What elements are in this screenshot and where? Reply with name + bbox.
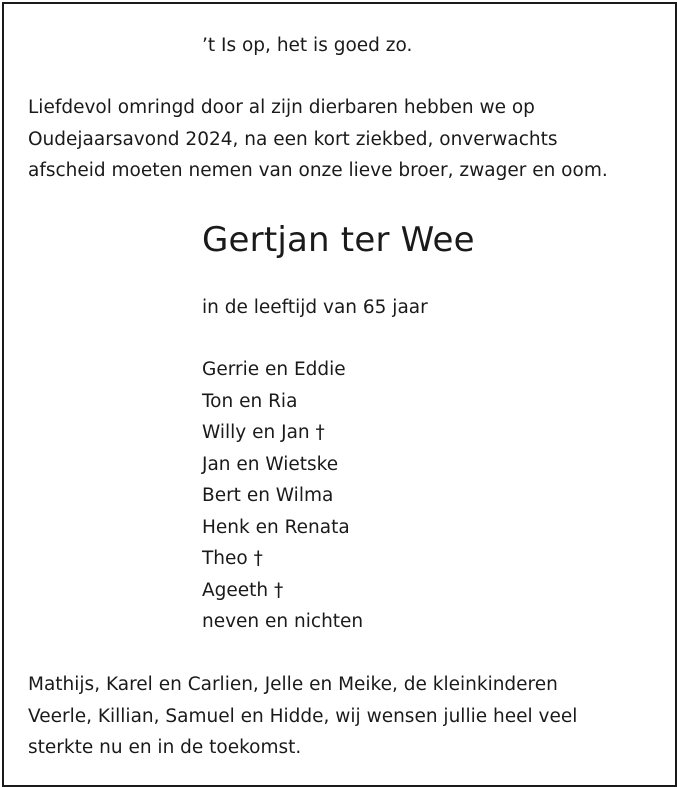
family-member: Willy en Jan †: [202, 422, 325, 443]
family-member: Jan en Wietske: [202, 453, 339, 475]
motto-text: ’t Is op, het is goed zo.: [202, 35, 413, 56]
family-member: Ageeth †: [202, 579, 284, 601]
family-list: [202, 354, 363, 638]
closing-line: Veerle, Killian, Samuel en Hidde, wij wensen jullie heel veel: [28, 705, 578, 727]
family-member: Bert en Wilma: [202, 485, 334, 506]
family-member: Theo †: [202, 548, 263, 569]
deceased-name: Gertjan ter Wee: [202, 220, 475, 260]
intro-line: afscheid moeten nemen van onze lieve broer, zwager en oom.: [28, 160, 608, 181]
family-member: Ton en Ria: [202, 390, 298, 412]
closing-line: Mathijs, Karel en Carlien, Jelle en Meike, de kleinkinderen: [28, 674, 558, 695]
family-member: Gerrie en Eddie: [202, 359, 346, 380]
closing-paragraph: [28, 669, 577, 764]
intro-line: Liefdevol omringd door al zijn dierbaren hebben we op: [28, 97, 535, 118]
family-member: Henk en Renata: [202, 516, 350, 538]
announcement-frame: [2, 2, 677, 787]
intro-line: Oudejaarsavond 2024, na een kort ziekbed, onverwachts: [28, 128, 558, 150]
age-line: in de leeftijd van 65 jaar: [202, 297, 428, 318]
closing-line: sterkte nu en in de toekomst.: [28, 737, 302, 758]
family-member: neven en nichten: [202, 611, 364, 632]
intro-paragraph: [28, 92, 608, 187]
